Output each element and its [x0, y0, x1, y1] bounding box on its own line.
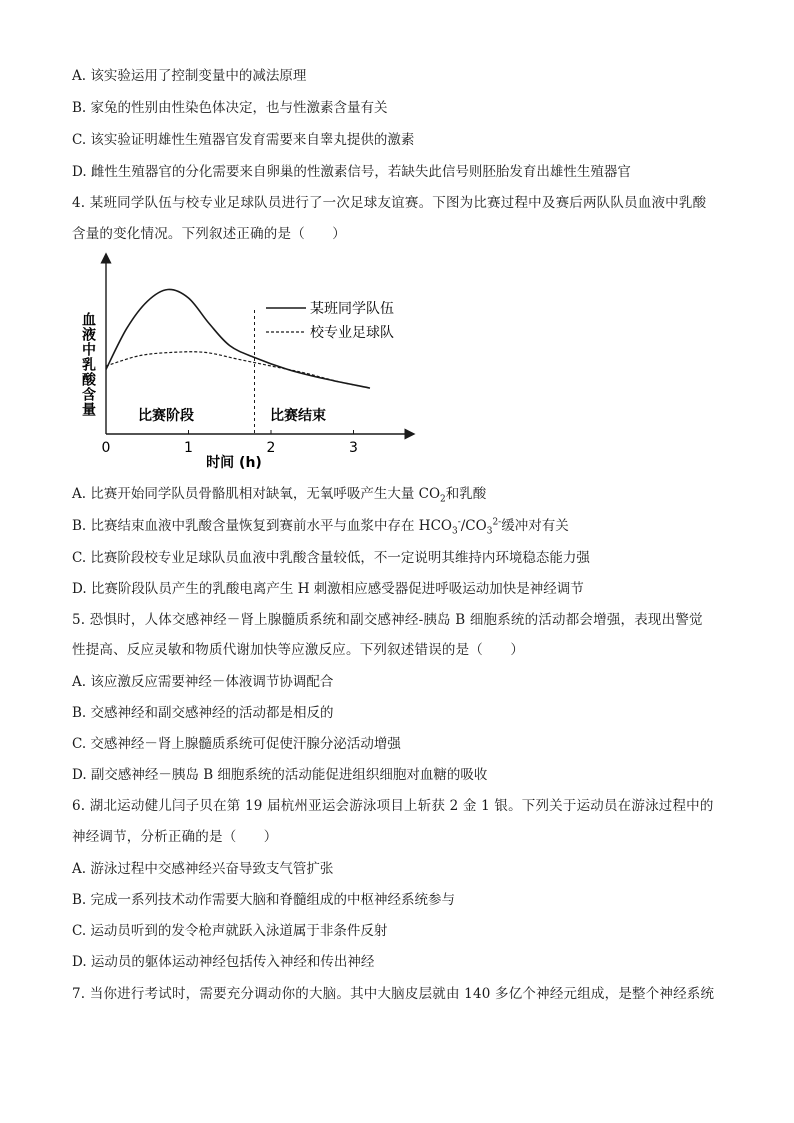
option-3c: C. 该实验证明雄性生殖器官发育需要来自睾丸提供的激素: [72, 132, 415, 148]
q6-option-c: C. 运动员听到的发令枪声就跃入泳道属于非条件反射: [72, 923, 388, 939]
legend-series-2: 校专业足球队: [310, 325, 394, 341]
option-3b: B. 家兔的性别由性染色体决定，也与性激素含量有关: [72, 100, 388, 116]
q5-stem-line1: 5. 恐惧时，人体交感神经－肾上腺髓质系统和副交感神经-胰岛 B 细胞系统的活动都会增强，表现出警觉: [72, 612, 703, 628]
q4-option-d: D. 比赛阶段队员产生的乳酸电离产生 H 刺激相应感受器促进呼吸运动加快是神经调节: [72, 581, 584, 597]
x-tick-label: 1: [184, 440, 193, 456]
q7-stem-line1: 7. 当你进行考试时，需要充分调动你的大脑。其中大脑皮层就由 140 多亿个神经元组成，是整个神经系统: [72, 986, 715, 1002]
phase-label-end: 比赛结束: [270, 408, 326, 424]
y-axis-label: 血液中乳酸含量: [80, 312, 96, 417]
x-tick-label: 0: [101, 440, 111, 456]
x-tick-label: 2: [266, 440, 276, 456]
phase-label-game: 比赛阶段: [138, 408, 194, 424]
x-tick-label: 3: [349, 440, 358, 456]
q6-option-a: A. 游泳过程中交感神经兴奋导致支气管扩张: [72, 861, 334, 877]
q4-option-a: A. 比赛开始同学队员骨骼肌相对缺氧，无氧呼吸产生大量 $CO_2$和乳酸: [72, 486, 487, 505]
option-3a: A. 该实验运用了控制变量中的减法原理: [72, 68, 307, 84]
q6-option-d: D. 运动员的躯体运动神经包括传入神经和传出神经: [72, 954, 375, 970]
x-axis-label: 时间 (h): [206, 455, 262, 471]
q4-option-b: B. 比赛结束血液中乳酸含量恢复到赛前水平与血浆中存在 $HCO_3^-/CO_3^{2-}$缓冲对有关: [72, 517, 569, 537]
lactate-chart: [76, 252, 420, 474]
q6-stem-line2: 神经调节，分析正确的是（ ）: [72, 829, 278, 845]
q5-option-b: B. 交感神经和副交感神经的活动都是相反的: [72, 705, 334, 721]
q5-option-a: A. 该应激反应需要神经－体液调节协调配合: [72, 674, 334, 690]
q6-stem-line1: 6. 湖北运动健儿闫子贝在第 19 届杭州亚运会游泳项目上斩获 2 金 1 银。下列关于运动员在游泳过程中的: [72, 798, 714, 814]
q5-option-c: C. 交感神经－肾上腺髓质系统可促使汗腺分泌活动增强: [72, 736, 401, 752]
q4-option-c: C. 比赛阶段校专业足球队员血液中乳酸含量较低，不一定说明其维持内环境稳态能力强: [72, 550, 590, 566]
series-line-school-team: [106, 352, 370, 388]
q4-stem-line1: 4. 某班同学队伍与校专业足球队员进行了一次足球友谊赛。下图为比赛过程中及赛后两队队员血液中乳酸: [72, 195, 707, 211]
option-3d: D. 雌性生殖器官的分化需要来自卵巢的性激素信号，若缺失此信号则胚胎发育出雄性生殖器官: [72, 164, 631, 180]
legend-series-1: 某班同学队伍: [310, 301, 394, 317]
q6-option-b: B. 完成一系列技术动作需要大脑和脊髓组成的中枢神经系统参与: [72, 892, 456, 908]
q4-stem-line2: 含量的变化情况。下列叙述正确的是（ ）: [72, 226, 346, 242]
q5-option-d: D. 副交感神经－胰岛 B 细胞系统的活动能促进组织细胞对血糖的吸收: [72, 767, 488, 783]
q5-stem-line2: 性提高、反应灵敏和物质代谢加快等应激反应。下列叙述错误的是（ ）: [72, 642, 525, 658]
